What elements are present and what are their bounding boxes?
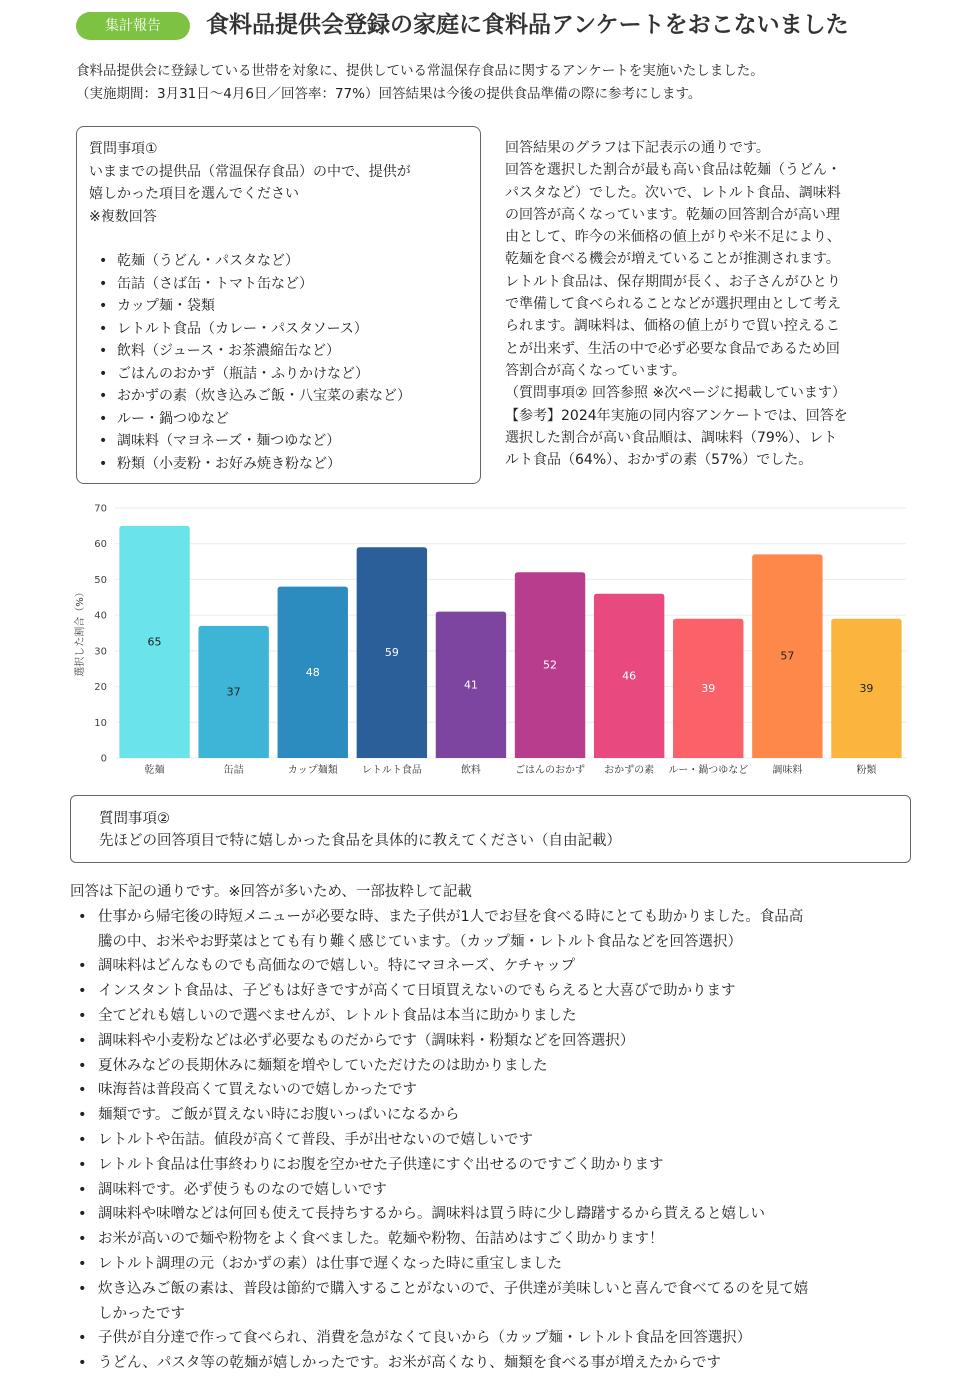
answer-line: • インスタント食品は、子どもは好きですが高くて日頃買えないのでもらえると大喜びで助かります bbox=[98, 983, 736, 1000]
answer-item bbox=[98, 1178, 950, 1203]
answer-line: • うどん、パスタ等の乾麺が嬉しかったです。お米が高くなり、麺類を食べる事が増えたからです bbox=[98, 1355, 722, 1372]
summary-line: とが出来ず、生活の中で必ず必要な食品であるため回 bbox=[505, 340, 840, 357]
question1-note: ※複数回答 bbox=[89, 208, 157, 225]
y-tick-label: 60 bbox=[94, 539, 107, 551]
summary-line: 回答結果のグラフは下記表示の通りです。 bbox=[505, 140, 770, 156]
answer-line: • 調味料です。必ず使うものなので嬉しいです bbox=[98, 1181, 387, 1198]
x-category-label: 飲料 bbox=[460, 765, 481, 776]
question1-text: いままでの提供品（常温保存食品）の中で、提供が bbox=[89, 163, 411, 180]
y-tick-label: 0 bbox=[100, 753, 107, 765]
answer-item bbox=[98, 1277, 950, 1327]
summary-line: られます。調味料は、価格の値上がりで買い控えるこ bbox=[505, 318, 840, 335]
x-category-label: 調味料 bbox=[772, 765, 803, 776]
answer-line: • 調味料はどんなものでも高価なので嬉しい。特にマヨネーズ、ケチャップ bbox=[98, 958, 576, 975]
option-item: • ルー・鍋つゆなど bbox=[117, 408, 468, 431]
answer-item bbox=[98, 1004, 950, 1029]
question1-options bbox=[117, 250, 468, 475]
bar-value-label: 41 bbox=[463, 678, 478, 692]
bar-value-label: 46 bbox=[622, 669, 637, 683]
x-category-label: おかずの素 bbox=[604, 765, 655, 776]
y-tick-label: 10 bbox=[94, 717, 107, 729]
answer-item bbox=[98, 979, 950, 1004]
summary-line: 乾麺を食べる機会が増えていることが推測されます。 bbox=[505, 251, 840, 268]
x-category-label: ルー・鍋つゆなど bbox=[668, 765, 749, 776]
bar-value-label: 48 bbox=[305, 665, 320, 679]
y-tick-label: 40 bbox=[94, 610, 107, 622]
answer-item bbox=[98, 1029, 950, 1054]
x-category-label: 粉類 bbox=[856, 765, 877, 776]
option-item: • 飲料（ジュース・お茶濃縮缶など） bbox=[117, 340, 468, 363]
option-item: • 調味料（マヨネーズ・麺つゆなど） bbox=[117, 430, 468, 453]
answer-line: 騰の中、お米やお野菜はとても有り難く感じています。（カップ麺・レトルト食品などを回答選択） bbox=[98, 933, 742, 950]
option-item: • ごはんのおかず（瓶詰・ふりかけなど） bbox=[117, 363, 468, 386]
option-item: • 乾麺（うどん・パスタなど） bbox=[117, 250, 468, 273]
bar-value-label: 39 bbox=[701, 681, 716, 695]
y-tick-label: 30 bbox=[94, 646, 107, 658]
bar-value-label: 57 bbox=[780, 649, 795, 663]
result-summary bbox=[505, 137, 925, 471]
bar-value-label: 65 bbox=[147, 635, 162, 649]
answer-line: • 子供が自分達で作って食べられ、消費を急がなくて良いから（カップ麺・レトルト食品を回答選択） bbox=[98, 1330, 752, 1347]
summary-line: パスタなど）でした。次いで、レトルト食品、調味料 bbox=[505, 184, 841, 201]
answers-lead: 回答は下記の通りです。※回答が多いため、一部抜粋して記載 bbox=[70, 884, 472, 900]
summary-line: （質問事項② 回答参照 ※次ページに掲載しています） bbox=[505, 385, 846, 402]
answer-line: • レトルト食品は仕事終わりにお腹を空かせた子供達にすぐ出せるのですごく助かります bbox=[98, 1156, 664, 1173]
summary-line: 【参考】2024年実施の同内容アンケートでは、回答を bbox=[505, 407, 848, 424]
question2-heading: 質問事項② bbox=[99, 811, 170, 827]
option-item: • カップ麺・袋類 bbox=[117, 295, 468, 318]
summary-line: ルト食品（64%）、おかずの素（57%）でした。 bbox=[505, 452, 813, 469]
question2-text: 先ほどの回答項目で特に嬉しかった食品を具体的に教えてください（自由記載） bbox=[99, 833, 621, 849]
page-title: 食料品提供会登録の家庭に食料品アンケートをおこないました bbox=[206, 12, 849, 38]
answer-item bbox=[98, 1078, 950, 1103]
y-tick-label: 70 bbox=[94, 503, 107, 515]
question1-heading: 質問事項① bbox=[89, 141, 158, 157]
question2-box bbox=[70, 795, 911, 863]
x-category-label: レトルト食品 bbox=[361, 765, 422, 776]
answer-line: • お米が高いので麺や粉物をよく食べました。乾麺や粉物、缶詰めはすごく助かります！ bbox=[98, 1231, 664, 1248]
question1-text: 嬉しかった項目を選んでください bbox=[89, 186, 299, 202]
answer-item bbox=[98, 1252, 950, 1277]
answer-item bbox=[98, 1128, 950, 1153]
y-tick-label: 20 bbox=[94, 682, 107, 694]
answer-line: • 味海苔は普段高くて買えないので嬉しかったです bbox=[98, 1082, 417, 1099]
answer-item bbox=[98, 1153, 950, 1178]
report-badge: 集計報告 bbox=[76, 12, 190, 40]
answer-line: • 炊き込みご飯の素は、普段は節約で購入することがないので、子供達が美味しいと喜んで食べてるのを見て嬉 bbox=[98, 1280, 809, 1297]
answer-list bbox=[98, 905, 950, 1376]
summary-line: レトルト食品は、保存期間が長く、お子さんがひとり bbox=[505, 273, 841, 290]
option-item: • 缶詰（さば缶・トマト缶など） bbox=[117, 273, 468, 296]
answer-line: • 仕事から帰宅後の時短メニューが必要な時、また子供が1人でお昼を食べる時にとても助かりました。食品高 bbox=[98, 908, 804, 925]
x-category-label: ごはんのおかず bbox=[515, 765, 586, 776]
bar-value-label: 59 bbox=[384, 646, 399, 660]
answer-item bbox=[98, 905, 950, 955]
intro-line: 食料品提供会に登録している世帯を対象に、提供している常温保存食品に関するアンケートを実施いたしました。 bbox=[76, 63, 764, 79]
option-item: • おかずの素（炊き込みご飯・八宝菜の素など） bbox=[117, 385, 468, 408]
answer-item bbox=[98, 1202, 950, 1227]
option-item: • 粉類（小麦粉・お好み焼き粉など） bbox=[117, 453, 468, 476]
intro-line: （実施期間：3月31日〜4月6日／回答率：77%）回答結果は今後の提供食品準備の際に参考にします。 bbox=[76, 86, 702, 102]
summary-line: 回答を選択した割合が最も高い食品は乾麺（うどん・ bbox=[505, 162, 841, 179]
answer-item bbox=[98, 1351, 950, 1376]
summary-line: 由として、昨今の米価格の値上がりや米不足により、 bbox=[505, 229, 841, 246]
bar-chart bbox=[74, 497, 920, 779]
summary-line: 選択した割合が高い食品順は、調味料（79%）、レト bbox=[505, 429, 838, 446]
answer-line: • 調味料や味噌などは何回も使えて長持ちするから。調味料は買う時に少し躊躇するから貰えると嬉しい bbox=[98, 1206, 765, 1223]
intro-text bbox=[76, 60, 956, 106]
answer-line: • 全てどれも嬉しいので選べませんが、レトルト食品は本当に助かりました bbox=[98, 1007, 577, 1024]
bar-value-label: 39 bbox=[859, 681, 874, 695]
summary-line: 答割合が高くなっています。 bbox=[505, 362, 686, 379]
bar-value-label: 37 bbox=[226, 685, 241, 699]
answer-line: • レトルトや缶詰。値段が高くて普段、手が出せないので嬉しいです bbox=[98, 1131, 533, 1148]
answer-item bbox=[98, 1227, 950, 1252]
y-tick-label: 50 bbox=[94, 574, 107, 586]
answer-item bbox=[98, 1103, 950, 1128]
y-axis-label: 選択した割合（%） bbox=[75, 587, 86, 677]
answer-line: • 麺類です。ご飯が買えない時にお腹いっぱいになるから bbox=[98, 1107, 460, 1124]
answer-line: しかったです bbox=[98, 1305, 185, 1322]
option-item: • レトルト食品（カレー・パスタソース） bbox=[117, 318, 468, 341]
summary-line: で準備して食べられることなどが選択理由として考え bbox=[505, 296, 841, 313]
answer-line: • 調味料や小麦粉などは必ず必要なものだからです（調味料・粉類などを回答選択） bbox=[98, 1032, 635, 1049]
answers-section bbox=[70, 880, 950, 1376]
answer-item bbox=[98, 1326, 950, 1351]
x-category-label: 乾麺 bbox=[144, 765, 165, 776]
x-category-label: 缶詰 bbox=[223, 765, 244, 776]
bar-value-label: 52 bbox=[543, 658, 558, 672]
x-category-label: カップ麺類 bbox=[287, 765, 338, 776]
answer-item bbox=[98, 954, 950, 979]
answer-item bbox=[98, 1054, 950, 1079]
question1-box bbox=[76, 126, 481, 484]
answer-line: • レトルト調理の元（おかずの素）は仕事で遅くなった時に重宝しました bbox=[98, 1255, 562, 1272]
summary-line: の回答が高くなっています。乾麺の回答割合が高い理 bbox=[505, 206, 840, 223]
answer-line: • 夏休みなどの長期休みに麺類を増やしていただけたのは助かりました bbox=[98, 1057, 548, 1074]
